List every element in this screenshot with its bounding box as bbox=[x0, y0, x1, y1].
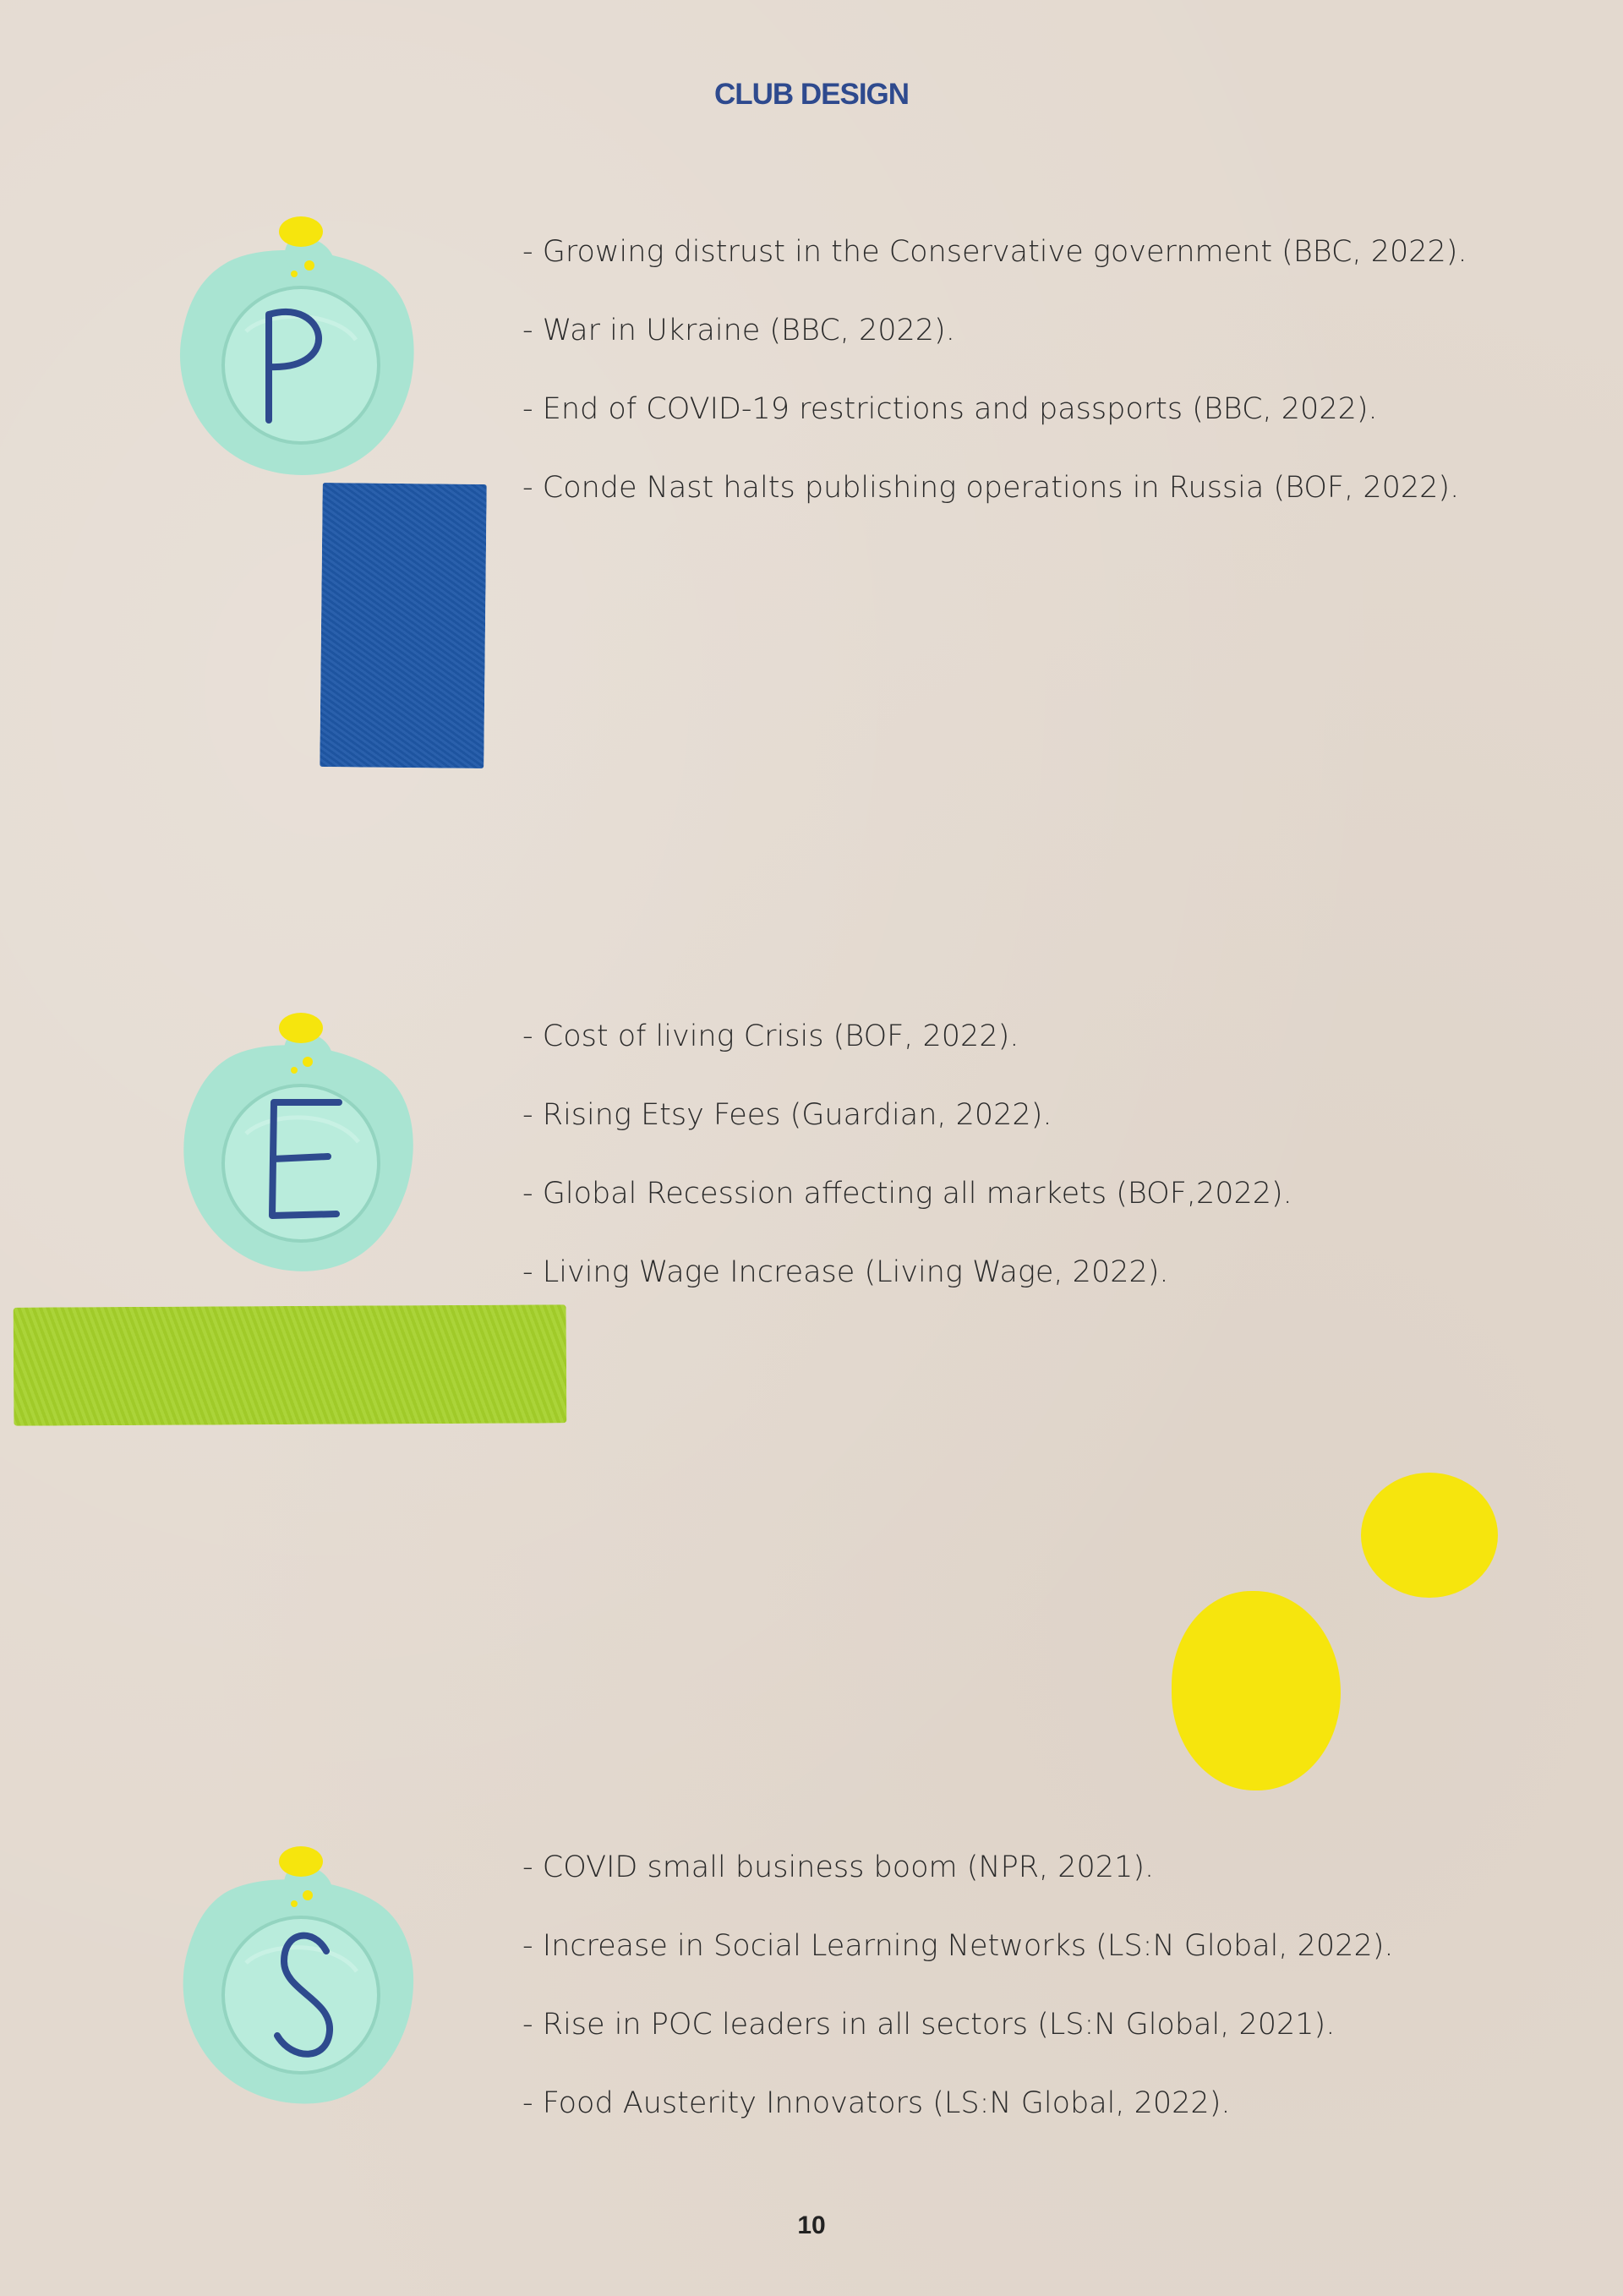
yellow-paint-dot-large bbox=[1172, 1591, 1341, 1790]
list-item: - COVID small business boom (NPR, 2021). bbox=[522, 1850, 1155, 1884]
list-item: - Living Wage Increase (Living Wage, 2022). bbox=[522, 1255, 1169, 1289]
blue-tape-strip bbox=[320, 483, 487, 768]
list-item: - End of COVID-19 restrictions and passports (BBC, 2022). bbox=[522, 392, 1378, 426]
list-item: - Conde Nast halts publishing operations in Russia (BOF, 2022). bbox=[522, 471, 1460, 505]
list-item: - Cost of living Crisis (BOF, 2022). bbox=[522, 1020, 1019, 1053]
list-item: - Growing distrust in the Conservative government (BBC, 2022). bbox=[522, 235, 1467, 269]
section-p-list bbox=[522, 213, 1467, 528]
list-item: - Food Austerity Innovators (LS:N Global, 2022). bbox=[522, 2086, 1231, 2120]
wax-seal-e bbox=[166, 1011, 428, 1273]
section-e-list bbox=[522, 998, 1292, 1312]
list-item: - Rise in POC leaders in all sectors (LS:N Global, 2021). bbox=[522, 2008, 1336, 2042]
page-number: 10 bbox=[797, 2211, 826, 2239]
wax-seal-s bbox=[166, 1843, 428, 2105]
yellow-paint-dot bbox=[1361, 1473, 1498, 1598]
list-item: - Global Recession affecting all markets (BOF,2022). bbox=[522, 1177, 1292, 1211]
green-tape-strip bbox=[14, 1304, 567, 1425]
wax-seal-p bbox=[166, 213, 428, 475]
list-item: - War in Ukraine (BBC, 2022). bbox=[522, 314, 955, 347]
page-title: CLUB DESIGN bbox=[713, 78, 910, 111]
section-s-list bbox=[522, 1829, 1394, 2143]
list-item: - Rising Etsy Fees (Guardian, 2022). bbox=[522, 1098, 1052, 1132]
list-item: - Increase in Social Learning Networks (LS:N Global, 2022). bbox=[522, 1929, 1394, 1963]
